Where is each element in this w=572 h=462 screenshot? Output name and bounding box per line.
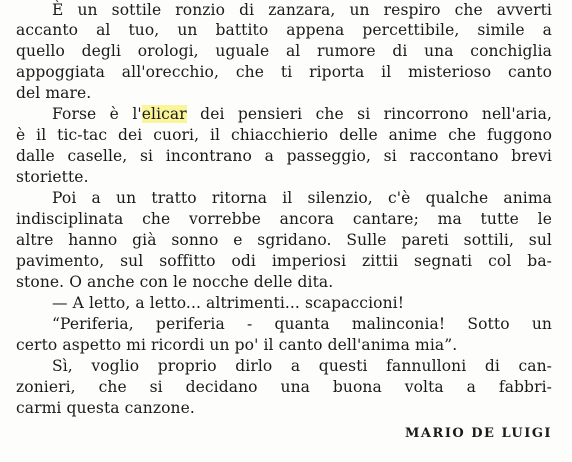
text-line-with-highlight xyxy=(52,104,552,124)
text-line: appoggiata all'orecchio, che ti riporta il misterioso canto xyxy=(16,63,552,81)
text-line: “Periferia, periferia - quanta malinconia! Sotto un xyxy=(52,315,552,333)
text-line: certo aspetto mi ricordi un po' il canto dell'anima mia”. xyxy=(16,336,458,354)
highlighted-word: elicar xyxy=(141,105,187,123)
text-line: accanto al tuo, un battito appena percettibile, simile a xyxy=(16,21,552,39)
text-line: stone. O anche con le nocche delle dita. xyxy=(16,273,334,291)
text-line: del mare. xyxy=(16,84,92,102)
text-fragment: Forse è l' xyxy=(52,105,142,123)
text-line: Poi a un tratto ritorna il silenzio, c'è qualche anima xyxy=(52,189,552,207)
text-line: Sì, voglio proprio dirlo a questi fannulloni di can- xyxy=(52,357,552,375)
text-line: zonieri, che si decidano una buona volta a fabbri- xyxy=(16,378,552,396)
text-line: carmi questa canzone. xyxy=(16,399,195,417)
text-fragment: dei pensieri che si rincorrono nell'aria, xyxy=(200,105,552,123)
text-line: indisciplinata che vorrebbe ancora cantare; ma tutte le xyxy=(16,210,552,228)
author-signature: MARIO DE LUIGI xyxy=(405,426,552,441)
text-line: è il tic-tac dei cuori, il chiacchierio delle anime che fuggono xyxy=(16,126,552,144)
text-line: — A letto, a letto... altrimenti... scapaccioni! xyxy=(52,294,405,312)
text-line: storiette. xyxy=(16,168,89,186)
text-line: dalle caselle, si incontrano a passeggio, si raccontano brevi xyxy=(16,147,552,165)
text-line: È un sottile ronzio di zanzara, un respiro che avverti xyxy=(52,1,552,19)
text-line: altre hanno già sonno e sgridano. Sulle pareti sottili, sul xyxy=(16,231,552,249)
text-line: quello degli orologi, uguale al rumore di una conchiglia xyxy=(16,42,552,60)
text-line: pavimento, sul soffitto odi imperiosi zittii segnati col ba- xyxy=(16,252,552,270)
